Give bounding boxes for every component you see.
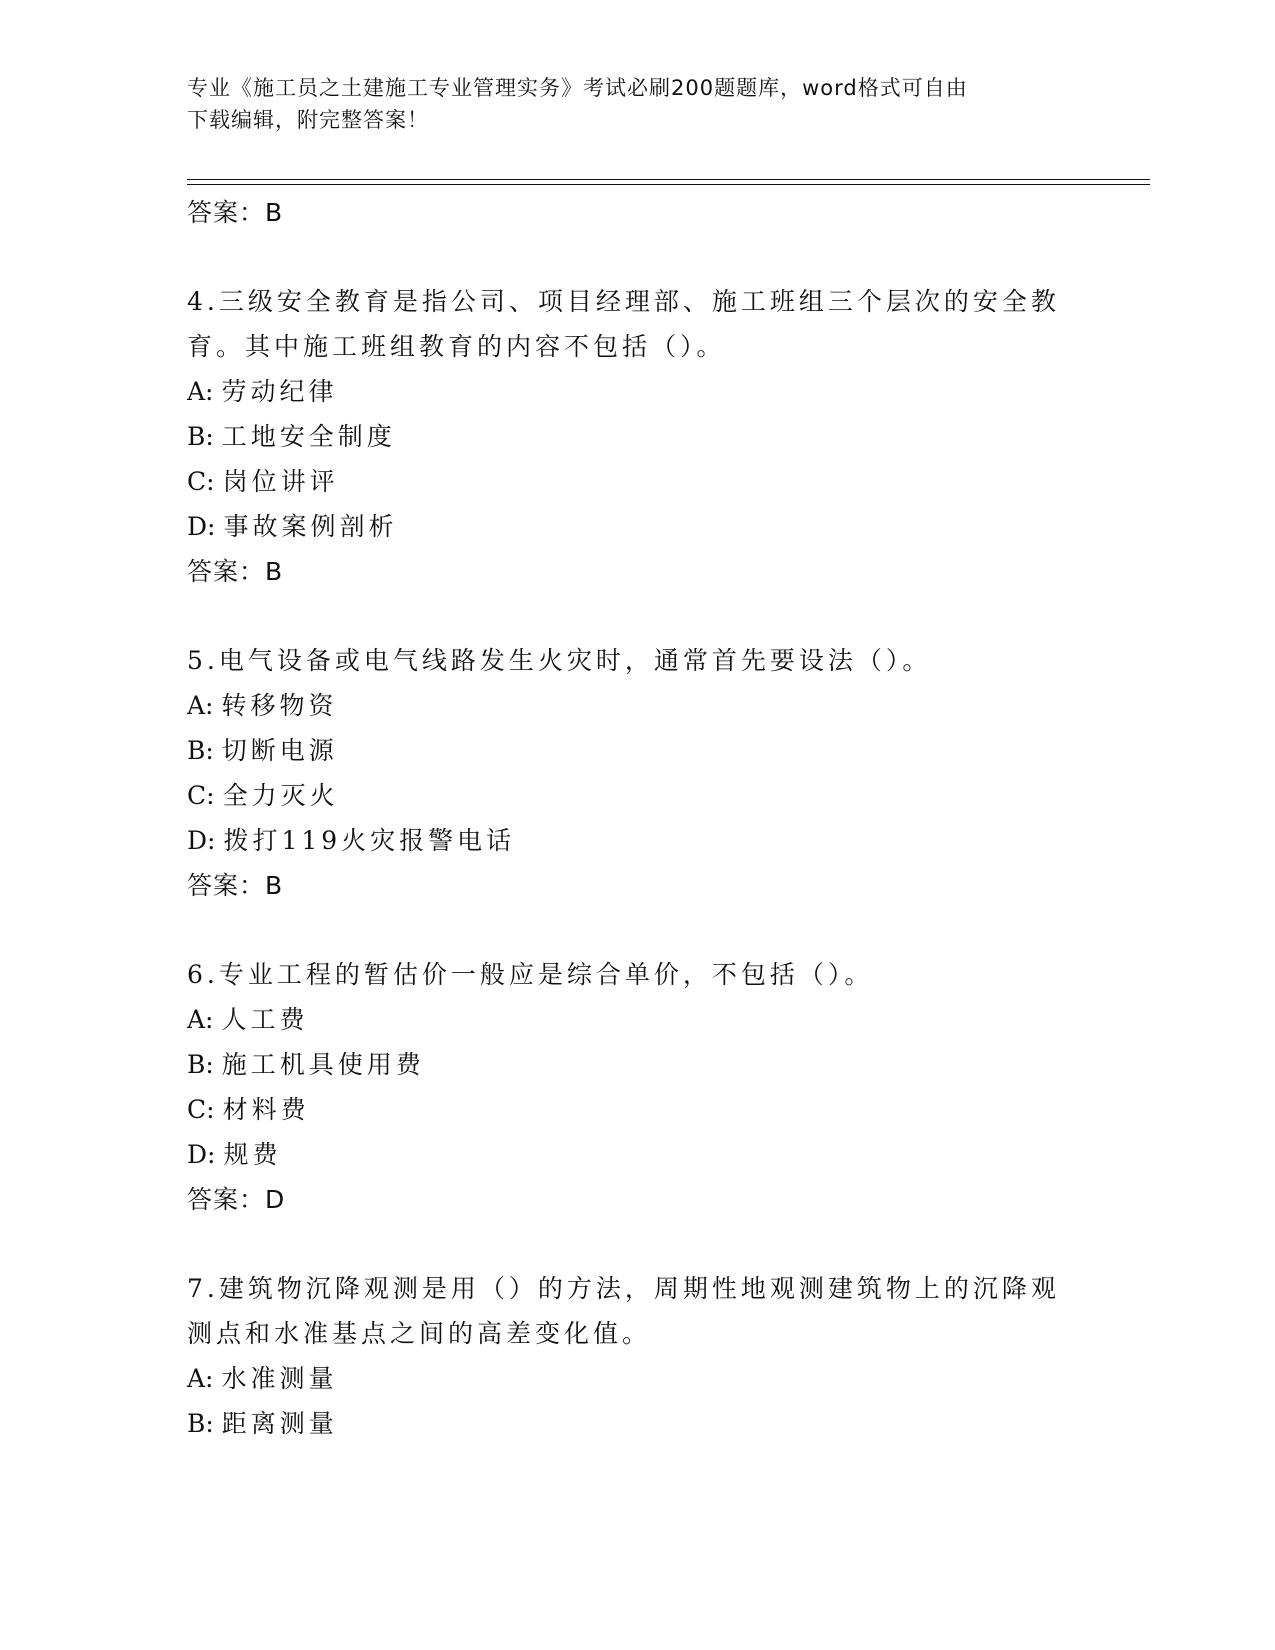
option-d[interactable]: D: 拨打119火灾报警电话 <box>187 826 516 855</box>
question-list <box>187 190 1067 1446</box>
option-a[interactable]: A: 人工费 <box>187 1005 309 1034</box>
option-b[interactable]: B: 切断电源 <box>187 736 338 765</box>
question-6 <box>187 952 1067 1222</box>
option-b[interactable]: B: 工地安全制度 <box>187 422 396 451</box>
option-b[interactable]: B: 距离测量 <box>187 1409 338 1438</box>
option-b[interactable]: B: 施工机具使用费 <box>187 1050 425 1079</box>
header-divider-top <box>187 179 1150 180</box>
question-4 <box>187 279 1067 594</box>
question-5 <box>187 638 1067 908</box>
question-stem: 5.电气设备或电气线路发生火灾时，通常首先要设法（）。 <box>187 646 932 675</box>
option-a[interactable]: A: 转移物资 <box>187 691 338 720</box>
option-a[interactable]: A: 水准测量 <box>187 1364 338 1393</box>
option-a[interactable]: A: 劳动纪律 <box>187 377 338 406</box>
question-stem: 6.专业工程的暂估价一般应是综合单价，不包括（）。 <box>187 960 874 989</box>
option-c[interactable]: C: 材料费 <box>187 1095 310 1124</box>
question-stem: 4.三级安全教育是指公司、项目经理部、施工班组三个层次的安全教 育。其中施工班组教育的内容不包括（）。 <box>187 287 1060 361</box>
option-d[interactable]: D: 事故案例剖析 <box>187 512 398 541</box>
option-c[interactable]: C: 全力灭火 <box>187 781 339 810</box>
answer-line: 答案：B <box>187 198 284 227</box>
option-d[interactable]: D: 规费 <box>187 1140 282 1169</box>
question-7 <box>187 1266 1067 1446</box>
header-line-1: 专业《施工员之土建施工专业管理实务》考试必刷200题题库，word格式可自由 <box>187 76 968 100</box>
document-header <box>187 72 1067 136</box>
option-c[interactable]: C: 岗位讲评 <box>187 467 339 496</box>
answer-line: 答案：D <box>187 1185 286 1214</box>
question-stem: 7.建筑物沉降观测是用（）的方法，周期性地观测建筑物上的沉降观 测点和水准基点之间的高差变化值。 <box>187 1274 1060 1348</box>
answer-line: 答案：B <box>187 871 284 900</box>
answer-line: 答案：B <box>187 557 284 586</box>
header-divider-bottom <box>187 184 1150 185</box>
header-line-2: 下载编辑，附完整答案！ <box>187 108 429 132</box>
